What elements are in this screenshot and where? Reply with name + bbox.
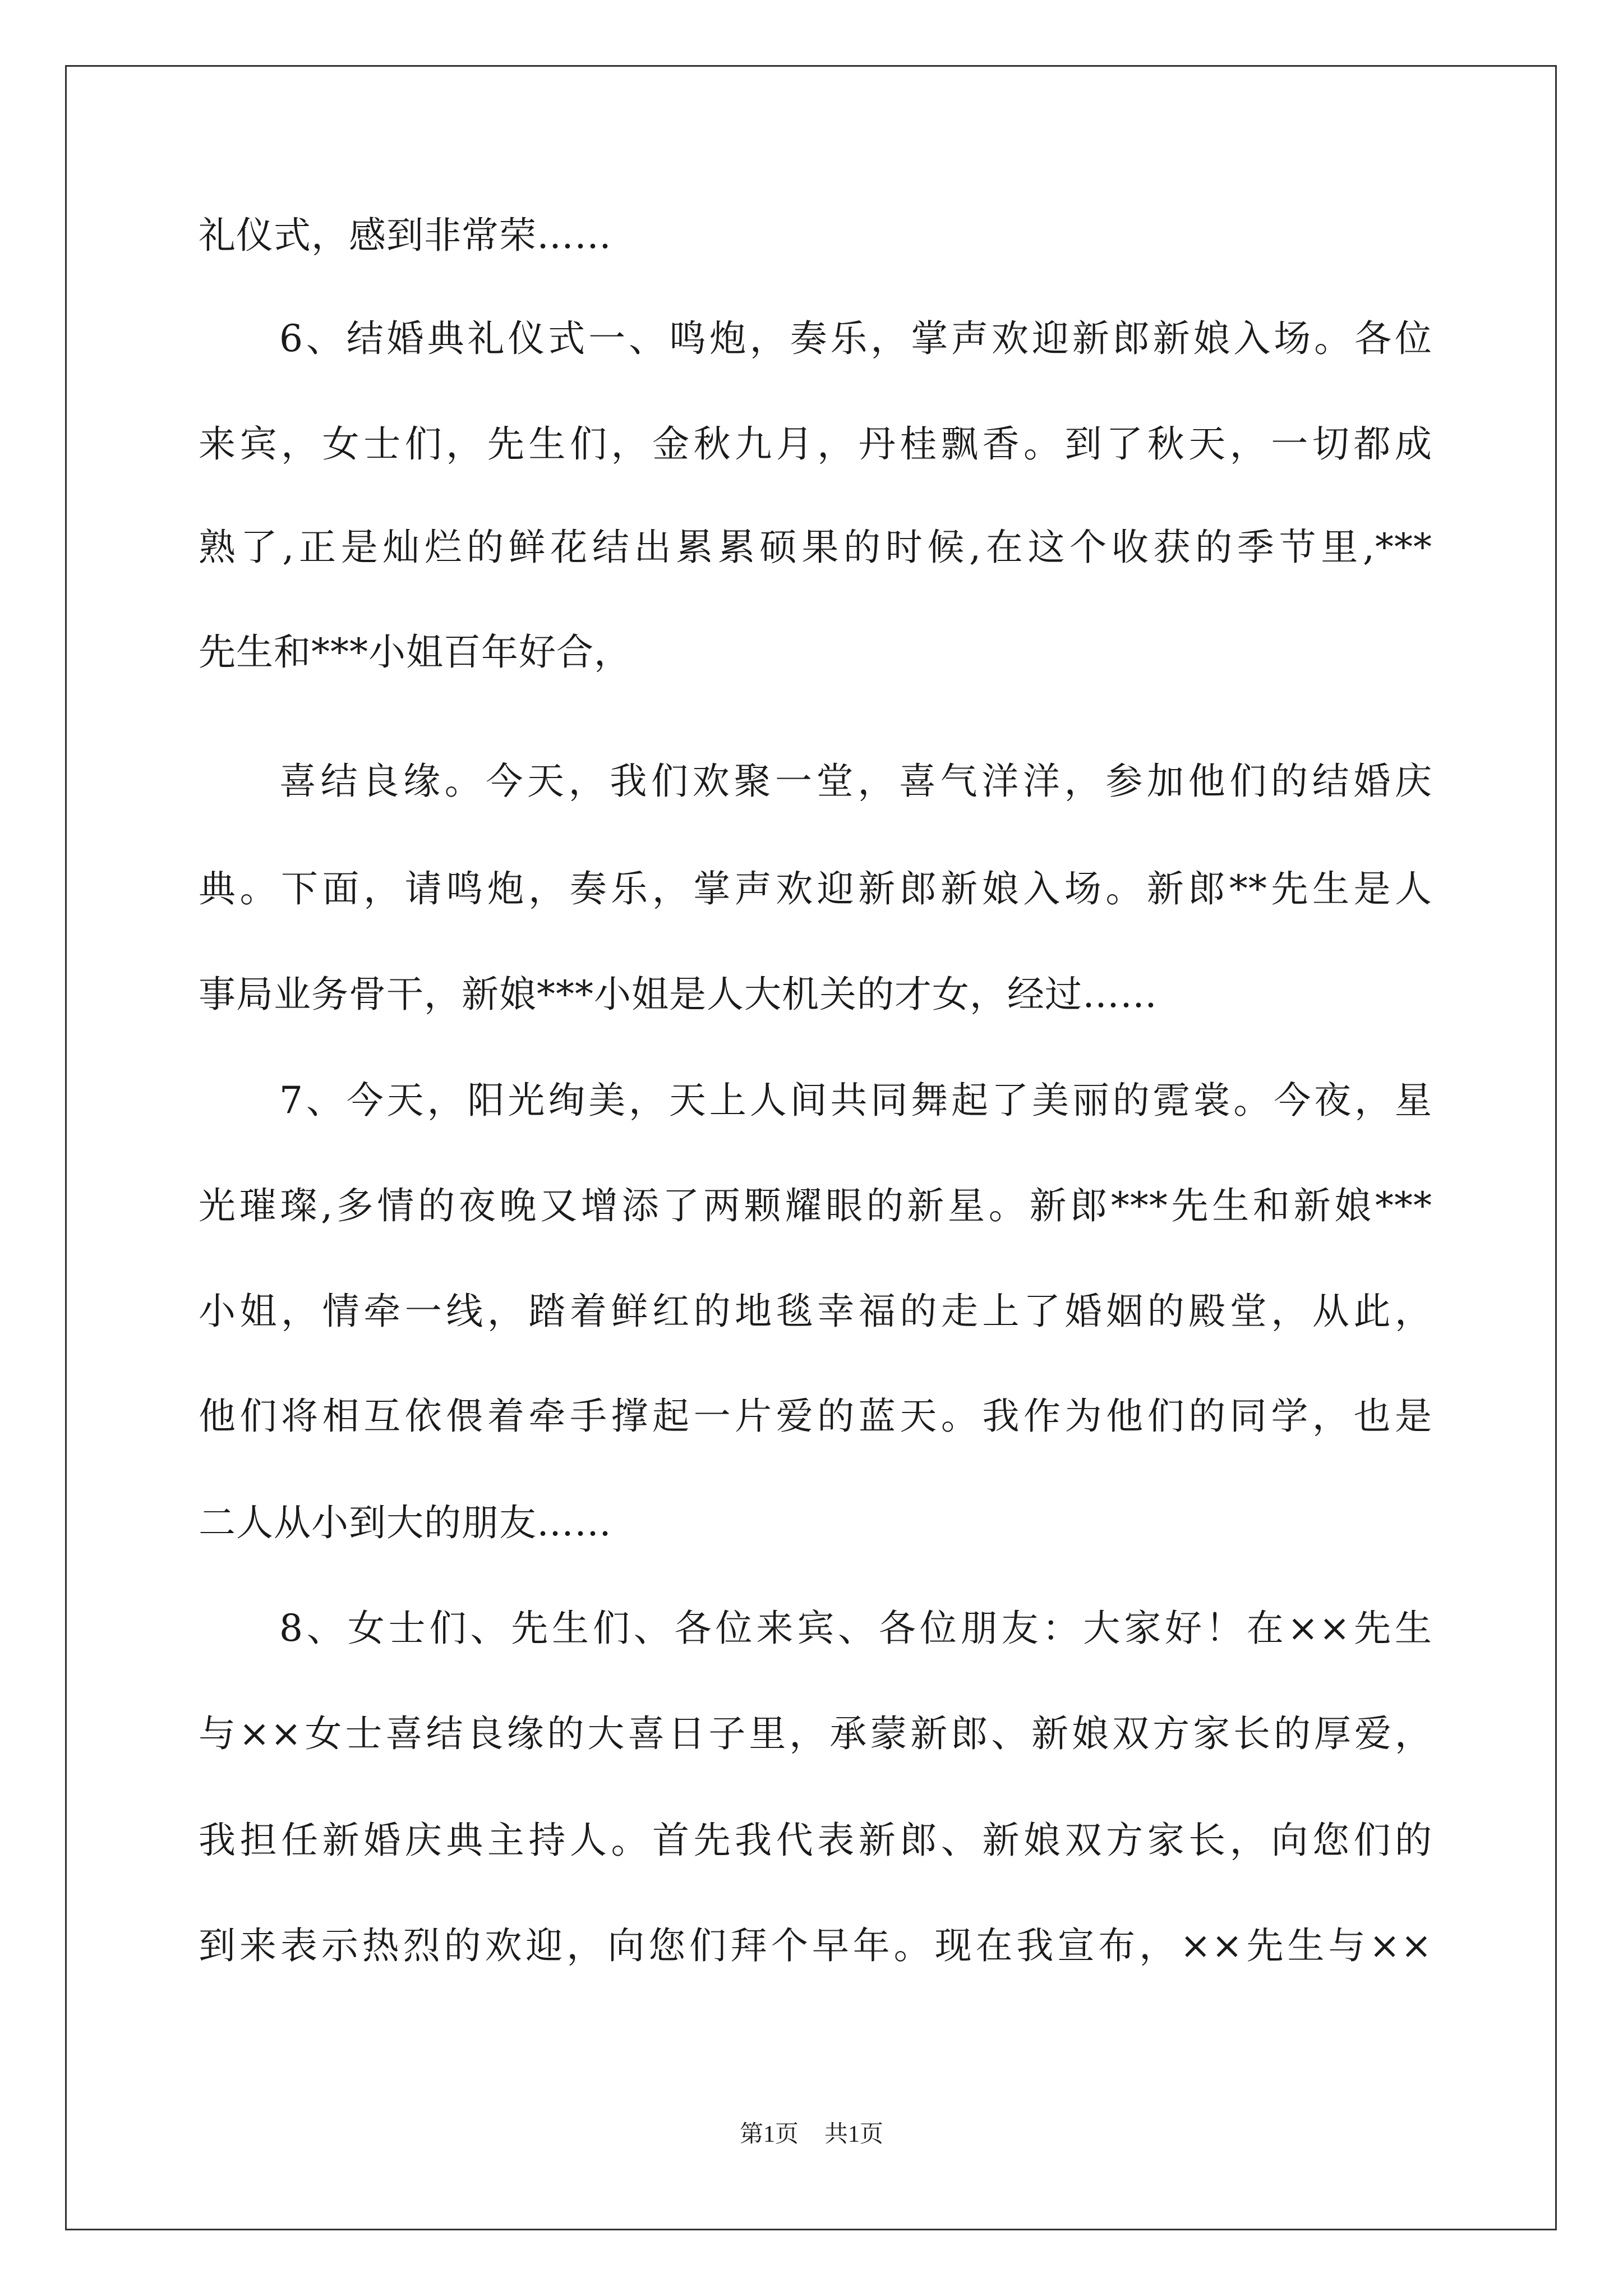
text-line-7: 典。下面，请鸣炮，奏乐，掌声欢迎新郎新娘入场。新郎**先生是人 bbox=[199, 867, 1432, 910]
text-line-10: 光璀璨,多情的夜晚又增添了两颗耀眼的新星。新郎***先生和新娘*** bbox=[199, 1184, 1432, 1227]
text-line-2: 6、结婚典礼仪式一、鸣炮，奏乐，掌声欢迎新郎新娘入场。各位 bbox=[279, 317, 1432, 360]
page-number-total: 共1页 bbox=[824, 2122, 884, 2147]
page-number-current: 第1页 bbox=[739, 2122, 799, 2147]
text-line-12: 他们将相互依偎着牵手撑起一片爱的蓝天。我作为他们的同学，也是 bbox=[199, 1395, 1432, 1438]
text-line-5: 先生和***小姐百年好合， bbox=[199, 631, 631, 674]
text-line-16: 我担任新婚庆典主持人。首先我代表新郎、新娘双方家长，向您们的 bbox=[199, 1819, 1432, 1862]
text-line-3: 来宾，女士们，先生们，金秋九月，丹桂飘香。到了秋天，一切都成 bbox=[199, 422, 1432, 466]
text-line-15: 与××女士喜结良缘的大喜日子里，承蒙新郎、新娘双方家长的厚爱， bbox=[199, 1712, 1432, 1755]
text-line-8: 事局业务骨干，新娘***小姐是人大机关的才女，经过…… bbox=[199, 973, 1158, 1016]
page-border bbox=[65, 65, 1557, 2230]
text-line-4: 熟了,正是灿烂的鲜花结出累累硕果的时候,在这个收获的季节里,*** bbox=[199, 526, 1432, 569]
text-line-9: 7、今天，阳光绚美，天上人间共同舞起了美丽的霓裳。今夜，星 bbox=[279, 1079, 1432, 1122]
page-footer bbox=[0, 2119, 1623, 2150]
text-line-1: 礼仪式，感到非常荣…… bbox=[199, 214, 612, 257]
text-line-13: 二人从小到大的朋友…… bbox=[199, 1501, 612, 1544]
text-line-11: 小姐，情牵一线，踏着鲜红的地毯幸福的走上了婚姻的殿堂，从此， bbox=[199, 1290, 1432, 1333]
text-line-6: 喜结良缘。今天，我们欢聚一堂，喜气洋洋，参加他们的结婚庆 bbox=[279, 760, 1432, 803]
text-line-17: 到来表示热烈的欢迎，向您们拜个早年。现在我宣布，××先生与×× bbox=[199, 1924, 1432, 1967]
text-line-14: 8、女士们、先生们、各位来宾、各位朋友：大家好！在××先生 bbox=[279, 1607, 1432, 1650]
